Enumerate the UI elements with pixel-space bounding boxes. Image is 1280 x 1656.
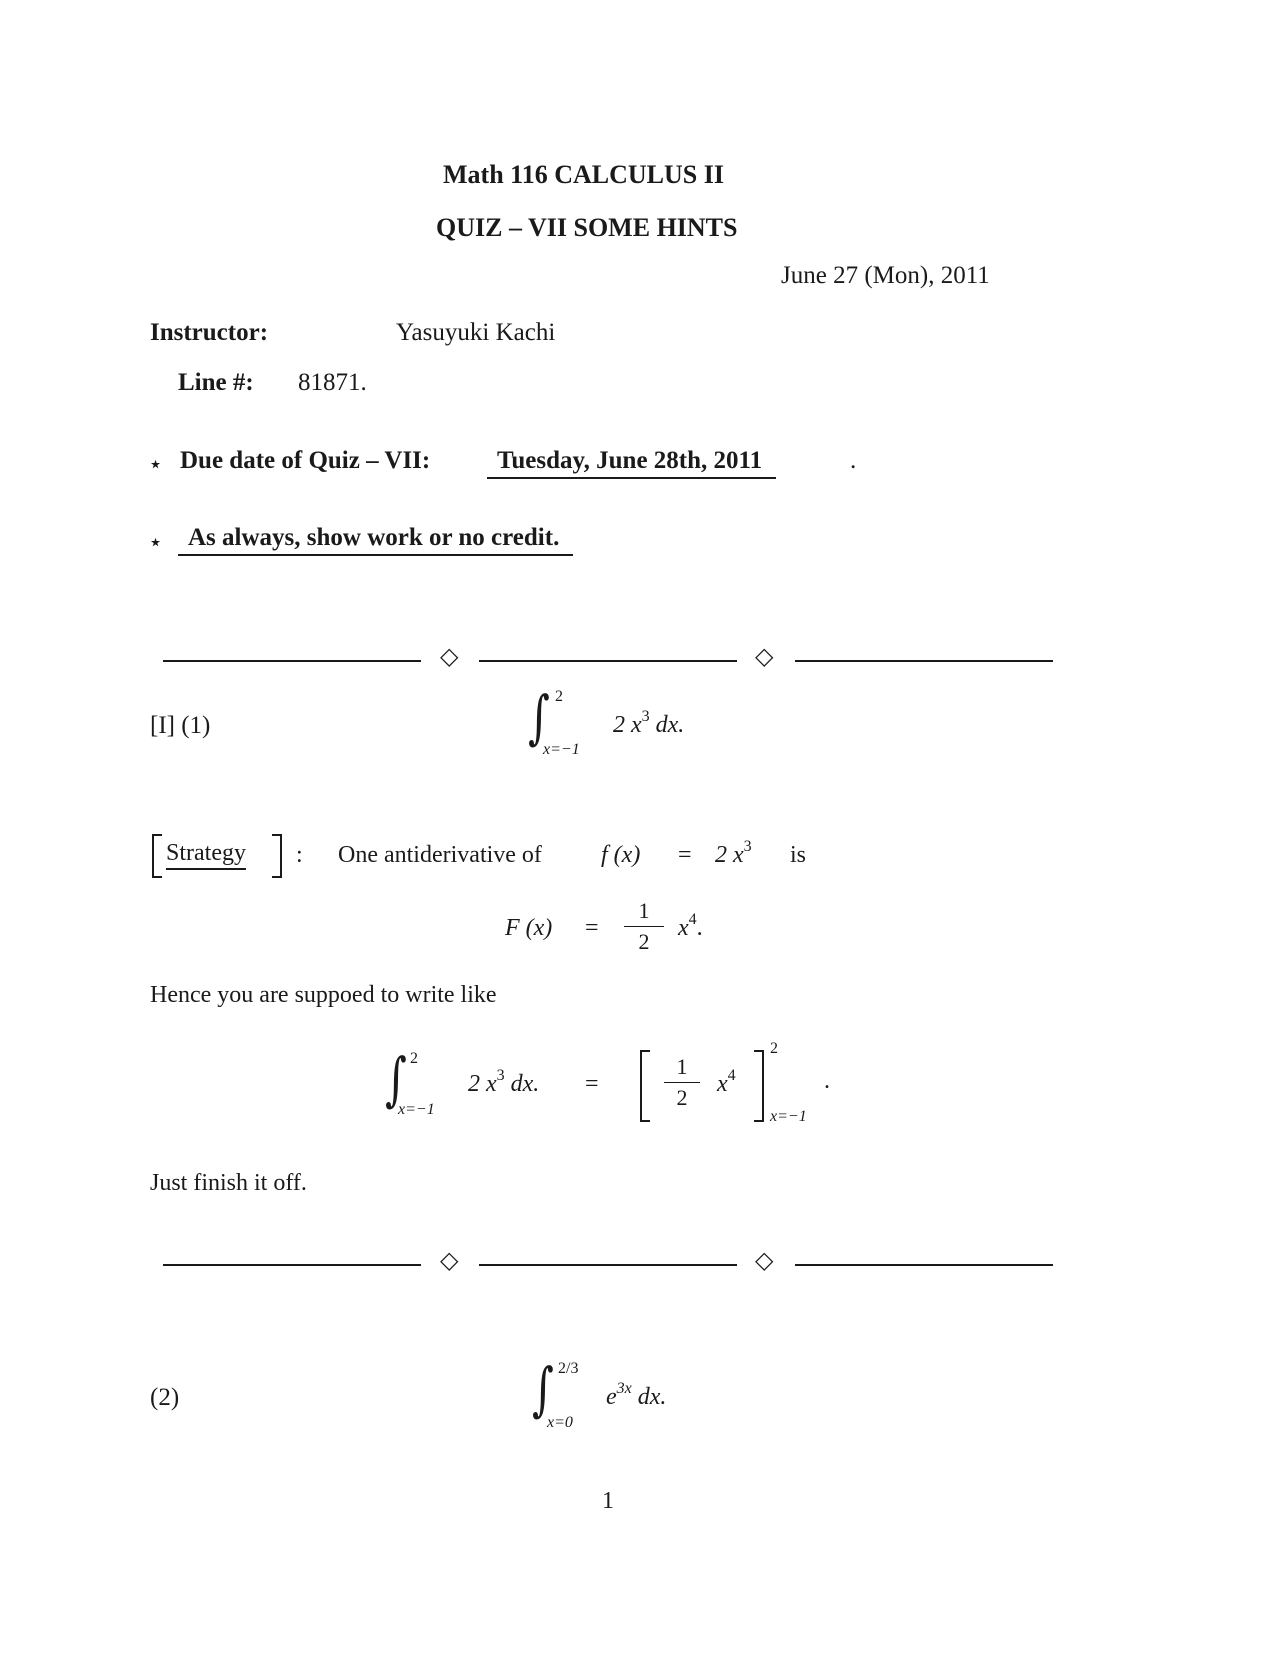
- strategy-text: One antiderivative of: [338, 842, 542, 868]
- equals-sign: =: [585, 915, 599, 941]
- separator-rule: [795, 660, 1053, 662]
- reminder-text: As always, show work or no credit.: [178, 524, 573, 556]
- equals-sign: =: [585, 1071, 599, 1097]
- integrand: 2 $x^3$ dx.: [468, 1067, 540, 1097]
- separator-rule: [163, 1264, 421, 1266]
- finish-text: Just finish it off.: [150, 1170, 307, 1196]
- line-value: 81871.: [298, 369, 367, 396]
- page-number: 1: [602, 1488, 614, 1514]
- strategy-is: is: [790, 842, 807, 868]
- integrand: 2 $x^3$ dx.: [613, 708, 685, 738]
- formula-end: .: [824, 1068, 830, 1094]
- integral-sign-icon: ∫: [528, 683, 550, 751]
- separator-rule: [479, 660, 737, 662]
- course-title: Math 116 CALCULUS II: [443, 160, 724, 189]
- quiz-title: QUIZ – VII SOME HINTS: [436, 213, 738, 242]
- strategy-box: [152, 834, 282, 876]
- integral-upper-limit: 2/3: [558, 1360, 579, 1377]
- f-value: 2 $x^3$: [715, 838, 752, 868]
- line-label: Line #:: [178, 369, 254, 396]
- integral-sign-icon: ∫: [532, 1355, 554, 1423]
- integral-lower-limit: x=−1: [398, 1101, 435, 1118]
- star-bullet: ⋆: [148, 452, 164, 478]
- integral-lower-limit: x=0: [547, 1414, 573, 1431]
- integral-upper-limit: 2: [410, 1050, 418, 1067]
- equals-sign: =: [678, 842, 692, 868]
- diamond-icon: ◇: [755, 642, 774, 670]
- diamond-icon: ◇: [755, 1246, 774, 1274]
- integral-lower-limit: x=−1: [543, 741, 580, 758]
- instructor-label: Instructor:: [150, 319, 269, 346]
- strategy-label: Strategy: [166, 840, 246, 870]
- instructor-name: Yasuyuki Kachi: [396, 319, 556, 346]
- strategy-colon: :: [296, 842, 303, 868]
- worked-term: $x^4$: [717, 1067, 736, 1097]
- due-date-value: Tuesday, June 28th, 2011: [487, 447, 776, 479]
- hence-text: Hence you are suppoed to write like: [150, 982, 497, 1008]
- integrand: $e^{3x}$ dx.: [606, 1380, 667, 1410]
- fraction-one-half: 1 2: [664, 1054, 700, 1111]
- problem-1-label: [I] (1): [150, 712, 211, 739]
- diamond-icon: ◇: [440, 1246, 459, 1274]
- F-expression: F (x): [505, 915, 553, 941]
- integral-upper-limit: 2: [555, 688, 563, 705]
- eval-lower-limit: x=−1: [770, 1108, 807, 1125]
- eval-upper-limit: 2: [770, 1040, 778, 1057]
- separator-rule: [795, 1264, 1053, 1266]
- fraction-one-half: 1 2: [624, 898, 664, 955]
- problem-2-label: (2): [150, 1384, 180, 1411]
- due-label: Due date of Quiz – VII:: [180, 447, 431, 474]
- right-bracket: [754, 1050, 764, 1122]
- f-expression: f (x): [601, 842, 641, 868]
- F-term: $x^4$.: [678, 911, 703, 941]
- separator-rule: [479, 1264, 737, 1266]
- star-bullet: ⋆: [148, 530, 164, 556]
- separator-rule: [163, 660, 421, 662]
- integral-sign-icon: ∫: [385, 1045, 407, 1113]
- left-bracket: [640, 1050, 650, 1122]
- due-period: .: [850, 447, 857, 474]
- quiz-date: June 27 (Mon), 2011: [781, 262, 990, 289]
- diamond-icon: ◇: [440, 642, 459, 670]
